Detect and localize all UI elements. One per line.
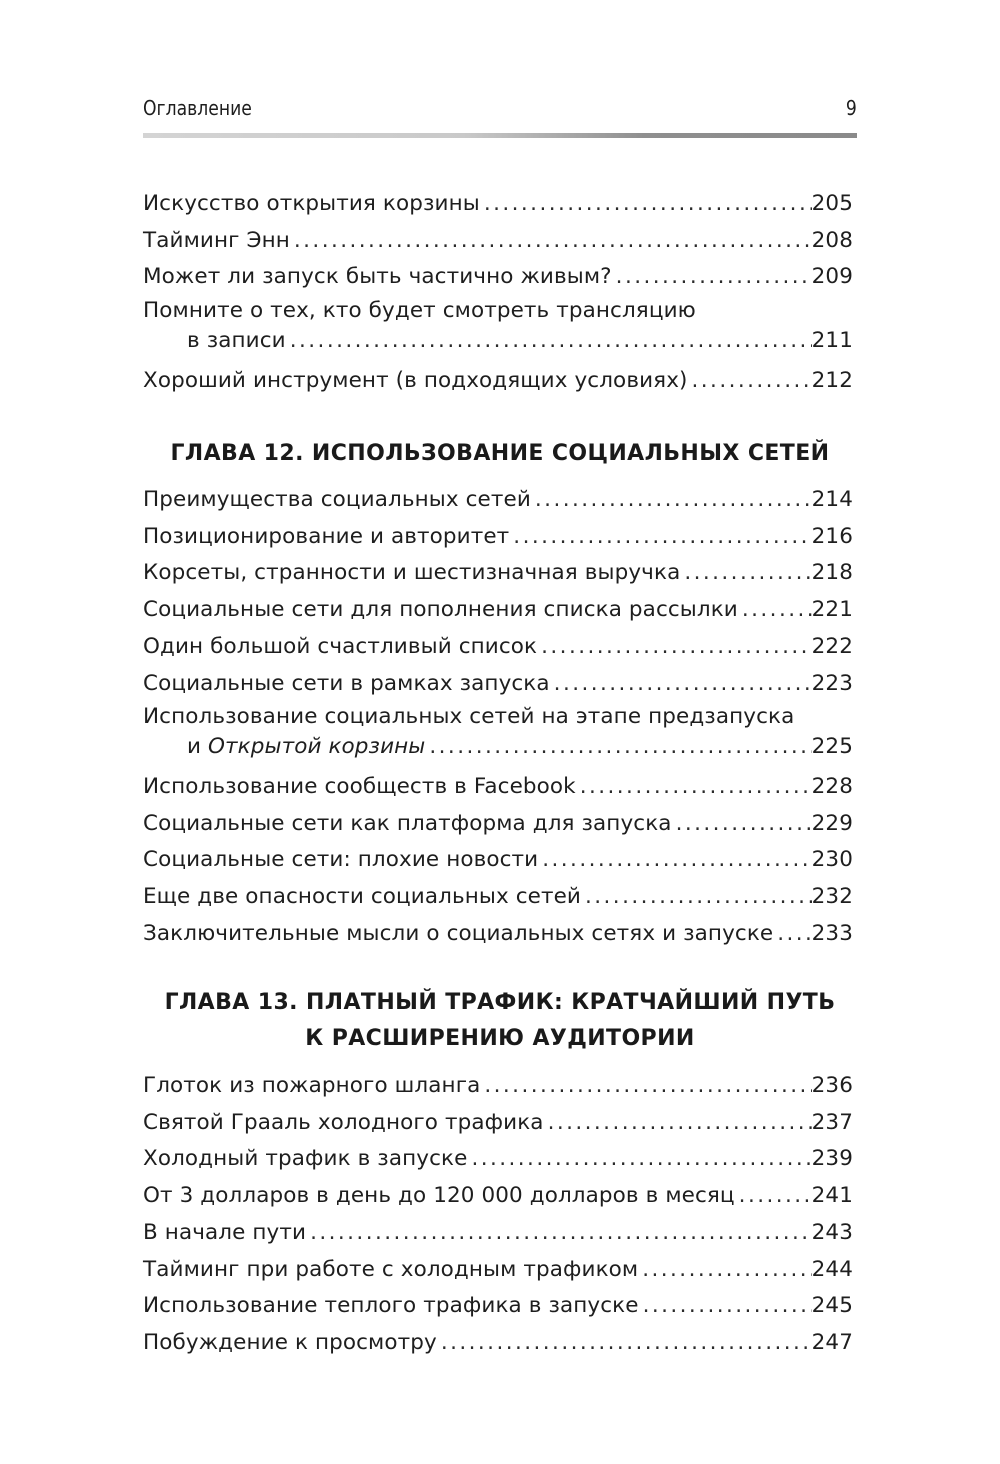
leader-dots xyxy=(290,326,812,356)
toc-entry-page: 245 xyxy=(811,1293,853,1319)
toc-entry[interactable] xyxy=(143,519,853,556)
toc-entry-title: Использование социальных сетей на этапе предзапуска xyxy=(143,704,795,730)
toc-entry-title: Святой Грааль холодного трафика xyxy=(143,1109,544,1135)
leader-dots xyxy=(777,916,811,953)
toc-entry-page: 228 xyxy=(811,773,853,799)
toc-entry-title: Использование теплого трафика в запуске xyxy=(143,1293,639,1319)
toc-entry-title: Побуждение к просмотру xyxy=(143,1329,437,1355)
toc-entry-title: Заключительные мысли о социальных сетях и запуске xyxy=(143,920,774,946)
toc-section-chapter13 xyxy=(143,1068,853,1362)
leader-dots xyxy=(310,1215,812,1252)
toc-entry-title: Корсеты, странности и шестизначная выручка xyxy=(143,560,681,586)
toc-entry[interactable] xyxy=(143,1141,853,1178)
leader-dots xyxy=(542,842,811,879)
toc-entry[interactable] xyxy=(143,1325,853,1362)
toc-entry-title: Социальные сети для пополнения списка рассылки xyxy=(143,597,738,623)
toc-entry[interactable] xyxy=(143,296,853,356)
toc-entry[interactable] xyxy=(143,1068,853,1105)
toc-entry-title-continuation: в записи xyxy=(187,328,286,354)
toc-entry[interactable] xyxy=(143,1252,853,1289)
leader-dots xyxy=(692,363,812,400)
running-header xyxy=(143,96,857,130)
toc-entry-page: 244 xyxy=(811,1256,853,1282)
toc-entry-page: 233 xyxy=(811,920,853,946)
toc-entry[interactable] xyxy=(143,916,853,953)
toc-entry-title: Холодный трафик в запуске xyxy=(143,1146,468,1172)
toc-entry[interactable] xyxy=(143,592,853,629)
leader-dots xyxy=(684,555,811,592)
toc-entry-page: 232 xyxy=(811,884,853,910)
running-header-title: Оглавление xyxy=(143,96,252,120)
toc-entry-title: Социальные сети: плохие новости xyxy=(143,847,539,873)
toc-entry-page: 212 xyxy=(811,367,853,393)
toc-entry-title: Один большой счастливый список xyxy=(143,633,538,659)
toc-entry-title-continuation xyxy=(187,732,425,762)
toc-section-chapter11-continued xyxy=(143,186,853,400)
leader-dots xyxy=(484,1068,811,1105)
leader-dots xyxy=(513,519,811,556)
toc-entry-title: Помните о тех, кто будет смотреть трансляцию xyxy=(143,298,696,324)
toc-entry-title: В начале пути xyxy=(143,1219,307,1245)
leader-dots xyxy=(616,259,812,296)
leader-dots xyxy=(441,1325,812,1362)
leader-dots xyxy=(548,1105,812,1142)
toc-entry-page: 205 xyxy=(811,191,853,216)
toc-entry-page: 230 xyxy=(811,847,853,873)
chapter-13-heading-line2: К РАСШИРЕНИЮ АУДИТОРИИ xyxy=(305,1026,695,1051)
leader-dots xyxy=(742,592,812,629)
toc-entry-page: 221 xyxy=(811,597,853,623)
toc-entry[interactable] xyxy=(143,1178,853,1215)
toc-entry[interactable] xyxy=(143,842,853,879)
toc-entry-page: 218 xyxy=(811,560,853,586)
toc-entry-page: 241 xyxy=(811,1183,853,1209)
toc-entry[interactable] xyxy=(143,806,853,843)
toc-entry[interactable] xyxy=(143,223,853,260)
leader-dots xyxy=(554,666,812,703)
toc-entry-page: 243 xyxy=(811,1219,853,1245)
toc-entry[interactable] xyxy=(143,1215,853,1252)
leader-dots xyxy=(585,879,812,916)
toc-entry[interactable] xyxy=(143,879,853,916)
toc-entry-page: 225 xyxy=(811,734,853,760)
toc-entry-title: Использование сообществ в Facebook xyxy=(143,773,576,799)
leader-dots xyxy=(739,1178,812,1215)
toc-entry-page: 237 xyxy=(811,1109,853,1135)
toc-section-chapter12 xyxy=(143,482,853,952)
leader-dots xyxy=(429,732,811,762)
toc-entry-title: Тайминг при работе с холодным трафиком xyxy=(143,1256,639,1282)
toc-entry-title: Преимущества социальных сетей xyxy=(143,487,531,512)
toc-entry[interactable] xyxy=(143,1105,853,1142)
toc-entry[interactable] xyxy=(143,666,853,703)
page-number: 9 xyxy=(845,96,857,120)
leader-dots xyxy=(294,223,812,260)
toc-entry-page: 229 xyxy=(811,810,853,836)
leader-dots xyxy=(541,629,812,666)
toc-entry-page: 223 xyxy=(811,670,853,696)
leader-dots xyxy=(676,806,812,843)
toc-entry[interactable] xyxy=(143,363,853,400)
leader-dots xyxy=(643,1288,812,1325)
toc-entry[interactable] xyxy=(143,769,853,806)
toc-entry[interactable] xyxy=(143,186,853,223)
toc-entry[interactable] xyxy=(143,1288,853,1325)
toc-entry-title: Глоток из пожарного шланга xyxy=(143,1073,481,1098)
chapter-13-heading[interactable] xyxy=(143,985,857,1057)
toc-entry-title: Может ли запуск быть частично живым? xyxy=(143,264,612,290)
toc-entry[interactable] xyxy=(143,555,853,592)
toc-entry-page: 236 xyxy=(811,1073,853,1098)
header-rule xyxy=(143,133,857,138)
toc-entry-page: 209 xyxy=(811,264,853,290)
leader-dots xyxy=(471,1141,811,1178)
toc-entry-page: 214 xyxy=(811,487,853,512)
leader-dots xyxy=(642,1252,811,1289)
leader-dots xyxy=(535,482,812,519)
toc-entry[interactable] xyxy=(143,482,853,519)
toc-entry[interactable] xyxy=(143,259,853,296)
toc-entry-title: Позиционирование и авторитет xyxy=(143,523,510,549)
toc-entry[interactable] xyxy=(143,702,853,762)
toc-entry-title: Социальные сети как платформа для запуска xyxy=(143,810,672,836)
toc-entry-title: Искусство открытия корзины xyxy=(143,191,480,216)
toc-entry-title: Социальные сети в рамках запуска xyxy=(143,670,550,696)
toc-entry-page: 239 xyxy=(811,1146,853,1172)
toc-entry-title-prefix: и xyxy=(187,734,209,760)
toc-entry-page: 211 xyxy=(811,328,853,354)
toc-entry-title: Тайминг Энн xyxy=(143,227,290,253)
toc-entry-page: 208 xyxy=(811,227,853,253)
toc-entry-page: 222 xyxy=(811,633,853,659)
toc-entry-title: Хороший инструмент (в подходящих условиях) xyxy=(143,367,688,393)
leader-dots xyxy=(580,769,812,806)
toc-entry-title: Еще две опасности социальных сетей xyxy=(143,884,581,910)
toc-entry-title: От 3 долларов в день до 120 000 долларов в месяц xyxy=(143,1183,735,1209)
chapter-12-heading[interactable]: ГЛАВА 12. ИСПОЛЬЗОВАНИЕ СОЦИАЛЬНЫХ СЕТЕЙ xyxy=(170,441,830,466)
toc-entry-title-italic: Открытой корзины xyxy=(208,734,426,760)
toc-entry-page: 216 xyxy=(811,523,853,549)
leader-dots xyxy=(484,186,812,223)
chapter-13-heading-line1: ГЛАВА 13. ПЛАТНЫЙ ТРАФИК: КРАТЧАЙШИЙ ПУТЬ xyxy=(164,990,836,1015)
toc-entry-page: 247 xyxy=(811,1329,853,1355)
toc-entry[interactable] xyxy=(143,629,853,666)
